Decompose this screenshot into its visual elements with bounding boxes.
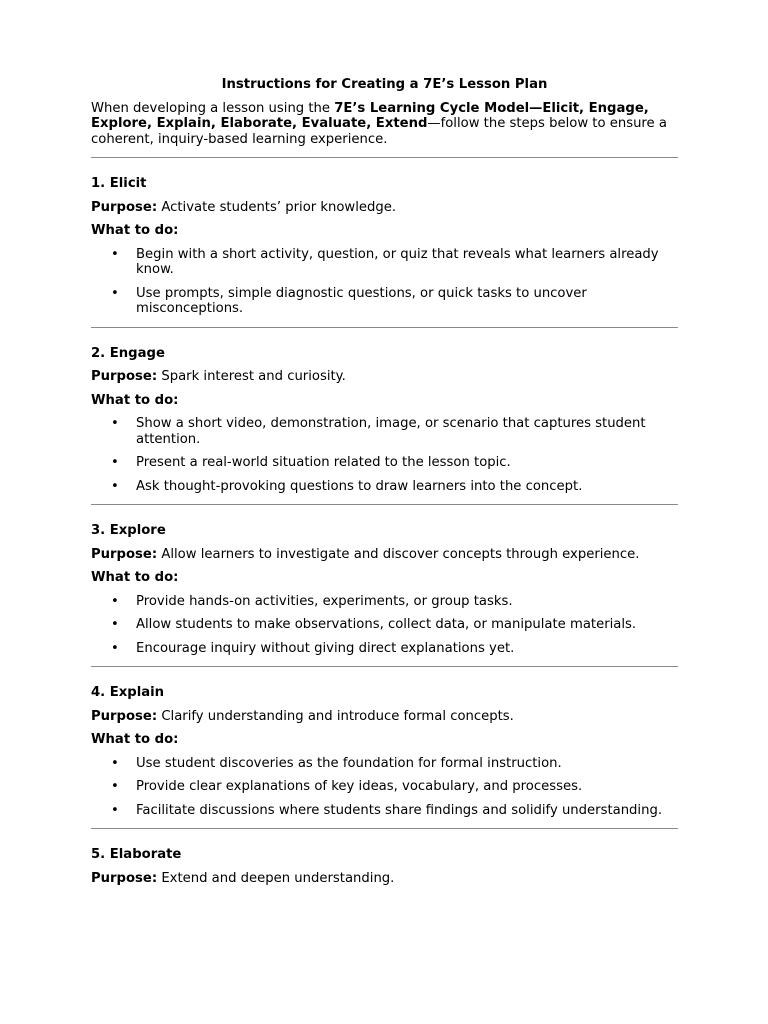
list-item: [91, 286, 678, 317]
purpose-label: Purpose:: [91, 199, 158, 215]
purpose-label: Purpose:: [91, 870, 158, 886]
what-to-do-label: What to do:: [91, 223, 179, 238]
list-item: [91, 479, 678, 495]
list-item-text: Use student discoveries as the foundation for formal instruction.: [136, 755, 562, 771]
list-item: [91, 455, 678, 471]
list-item: [91, 594, 678, 610]
what-to-do-list: [91, 247, 678, 317]
section-purpose: [91, 709, 678, 725]
purpose-text: Activate students’ prior knowledge.: [161, 199, 397, 215]
list-item-text: Facilitate discussions where students share findings and solidify understanding.: [136, 802, 663, 818]
section-explain: [91, 667, 678, 818]
list-item: [91, 756, 678, 772]
bullet-icon: •: [111, 285, 119, 301]
bullet-icon: •: [111, 640, 119, 656]
list-item-text: Encourage inquiry without giving direct explanations yet.: [136, 640, 515, 656]
what-to-do-label: What to do:: [91, 732, 179, 747]
section-elicit: [91, 158, 678, 317]
document-page: [91, 77, 678, 894]
list-item: [91, 416, 678, 447]
list-item-text: Allow students to make observations, collect data, or manipulate materials.: [136, 617, 637, 632]
list-item: [91, 803, 678, 819]
list-item-text: Begin with a short activity, question, or quiz that reveals what learners already know.: [136, 246, 659, 277]
bullet-icon: •: [111, 455, 119, 470]
section-heading: 2. Engage: [91, 345, 165, 361]
bullet-icon: •: [111, 779, 119, 794]
list-item: [91, 617, 678, 633]
bullet-icon: •: [111, 478, 119, 494]
purpose-text: Allow learners to investigate and discover concepts through experience.: [161, 546, 640, 562]
purpose-label: Purpose:: [91, 708, 158, 724]
bullet-icon: •: [111, 617, 119, 632]
purpose-text: Spark interest and curiosity.: [161, 369, 346, 384]
purpose-text: Clarify understanding and introduce formal concepts.: [161, 708, 514, 724]
bullet-icon: •: [111, 246, 119, 262]
purpose-label: Purpose:: [91, 369, 158, 384]
list-item-text: Ask thought-provoking questions to draw learners into the concept.: [136, 478, 583, 494]
section-purpose: [91, 369, 678, 385]
section-engage: [91, 328, 678, 495]
bullet-icon: •: [111, 416, 119, 431]
section-purpose: [91, 547, 678, 563]
intro-paragraph: [91, 101, 678, 148]
list-item-text: Provide clear explanations of key ideas, vocabulary, and processes.: [136, 779, 583, 794]
section-heading: 4. Explain: [91, 685, 165, 700]
list-item-text: Use prompts, simple diagnostic questions, or quick tasks to uncover misconceptions.: [136, 285, 587, 316]
what-to-do-list: [91, 756, 678, 819]
purpose-label: Purpose:: [91, 546, 158, 562]
list-item: [91, 641, 678, 657]
list-item-text: Show a short video, demonstration, image, or scenario that captures student attention.: [136, 416, 646, 447]
section-heading: 1. Elicit: [91, 176, 147, 191]
section-purpose: [91, 871, 678, 887]
list-item: [91, 779, 678, 795]
intro-text-before: When developing a lesson using the: [91, 100, 335, 116]
list-item-text: Provide hands-on activities, experiments, or group tasks.: [136, 593, 513, 609]
purpose-text: Extend and deepen understanding.: [161, 870, 395, 886]
bullet-icon: •: [111, 593, 119, 609]
intro-text-after: —follow the steps below to ensure a coherent, inquiry-based learning experience.: [91, 116, 667, 147]
section-elaborate: [91, 829, 678, 886]
what-to-do-list: [91, 594, 678, 657]
what-to-do-label: What to do:: [91, 392, 179, 408]
list-item-text: Present a real-world situation related to the lesson topic.: [136, 455, 511, 470]
section-purpose: [91, 200, 678, 216]
document-title: Instructions for Creating a 7E’s Lesson Plan: [221, 77, 548, 92]
section-heading: 3. Explore: [91, 523, 166, 538]
bullet-icon: •: [111, 755, 119, 771]
what-to-do-list: [91, 416, 678, 494]
intro-model-name: 7E’s Learning Cycle Model—Elicit, Engage, Explore, Explain, Elaborate, Evaluate, Extend: [91, 100, 649, 131]
section-explore: [91, 505, 678, 656]
list-item: [91, 247, 678, 278]
section-heading: 5. Elaborate: [91, 847, 182, 862]
bullet-icon: •: [111, 802, 119, 818]
what-to-do-label: What to do:: [91, 570, 179, 585]
